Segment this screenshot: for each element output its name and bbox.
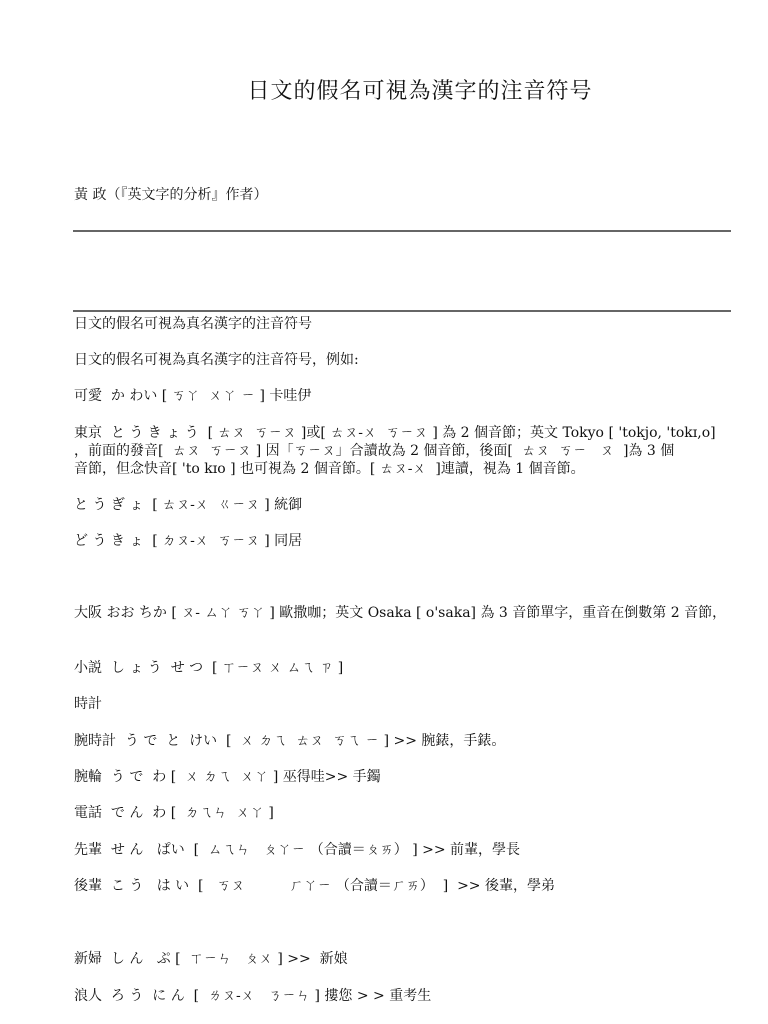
body-line-tokyo-2: ，前面的發音[ ㄊㄡ ㄎㄧㄡ ] 因「ㄎㄧㄡ」合讀故為 2 個音節，後面[ ㄊㄡ ㄎㄧ ㄡ ]為 3 個 xyxy=(74,443,675,459)
body-line-senpai: 先輩 せ ん ぱい [ ㄙㄟㄣ ㄆㄚㄧ （合讀＝ㄆㄞ） ] >> 前輩，學長 xyxy=(74,842,521,858)
body-line-tokyo-3: 音節，但念快音[ 'to kɪo ] 也可視為 2 個音節。[ ㄊㄡ-ㄨ ]連讀，視為 1 個音節。 xyxy=(74,461,585,477)
body-line-osaka: 大阪 おお ちか [ ㄡ- ㄙㄚ ㄎㄚ ] 歐撒咖；英文 Osaka [ o'saka] 為 3 音節單字，重音在倒數第 2 音節， xyxy=(74,605,727,621)
body-line-shosetsu: 小説 し ょ う せ つ [ ㄒㄧㄡ ㄨ ㄙㄟ ㄗ ] xyxy=(74,660,344,676)
divider-top xyxy=(73,230,731,232)
body-line-togyo: と う ぎ ょ [ ㄊㄡ-ㄨ ㄍㄧㄡ ] 統御 xyxy=(74,497,303,513)
body-line-udedokei: 腕時計 う で と けい [ ㄨ ㄉㄟ ㄊㄡ ㄎㄟ ㄧ ] >> 腕錶，手錶。 xyxy=(74,733,506,749)
author-line: 黃 政（『英文字的分析』作者） xyxy=(74,187,268,203)
divider-bottom xyxy=(73,310,731,312)
body-line-kawaii: 可愛 か わい [ ㄎㄚ ㄨㄚ ㄧ ] 卡哇伊 xyxy=(74,388,312,404)
body-line-shinpu: 新婦 し ん ぷ [ ㄒㄧㄣ ㄆㄨ ] >> 新娘 xyxy=(74,951,348,967)
body-line-heading: 日文的假名可視為真名漢字的注音符号 xyxy=(74,316,312,332)
body-line-kohai: 後輩 こ う は い [ ㄎㄡ ㄏㄚㄧ （合讀＝ㄏㄞ） ] >> 後輩，學弟 xyxy=(74,878,555,894)
body-line-tokyo-1: 東京 と う き ょ う [ ㄊㄡ ㄎㄧㄡ ]或[ ㄊㄡ-ㄨ ㄎㄧㄡ ] 為 2 個音節；英文 Tokyo [ 'tokjo, 'tokɪ,o] xyxy=(74,425,716,441)
body-line-udewa: 腕輪 う で わ [ ㄨ ㄉㄟ ㄨㄚ ] 巫得哇>> 手鐲 xyxy=(74,769,381,785)
body-line-dokyo: ど う き ょ [ ㄉㄡ-ㄨ ㄎㄧㄡ ] 同居 xyxy=(74,533,303,549)
body-line-tokei: 時計 xyxy=(74,696,102,712)
body-line-intro: 日文的假名可視為真名漢字的注音符号，例如: xyxy=(74,352,359,368)
body-line-ronin: 浪人 ろ う に ん [ ㄌㄡ-ㄨ ㄋㄧㄣ ] 摟您 > > 重考生 xyxy=(74,988,432,1004)
body-line-denwa: 電話 で ん わ [ ㄉㄟㄣ ㄨㄚ ] xyxy=(74,805,274,821)
page-title: 日文的假名可視為漢字的注音符号 xyxy=(247,79,593,104)
